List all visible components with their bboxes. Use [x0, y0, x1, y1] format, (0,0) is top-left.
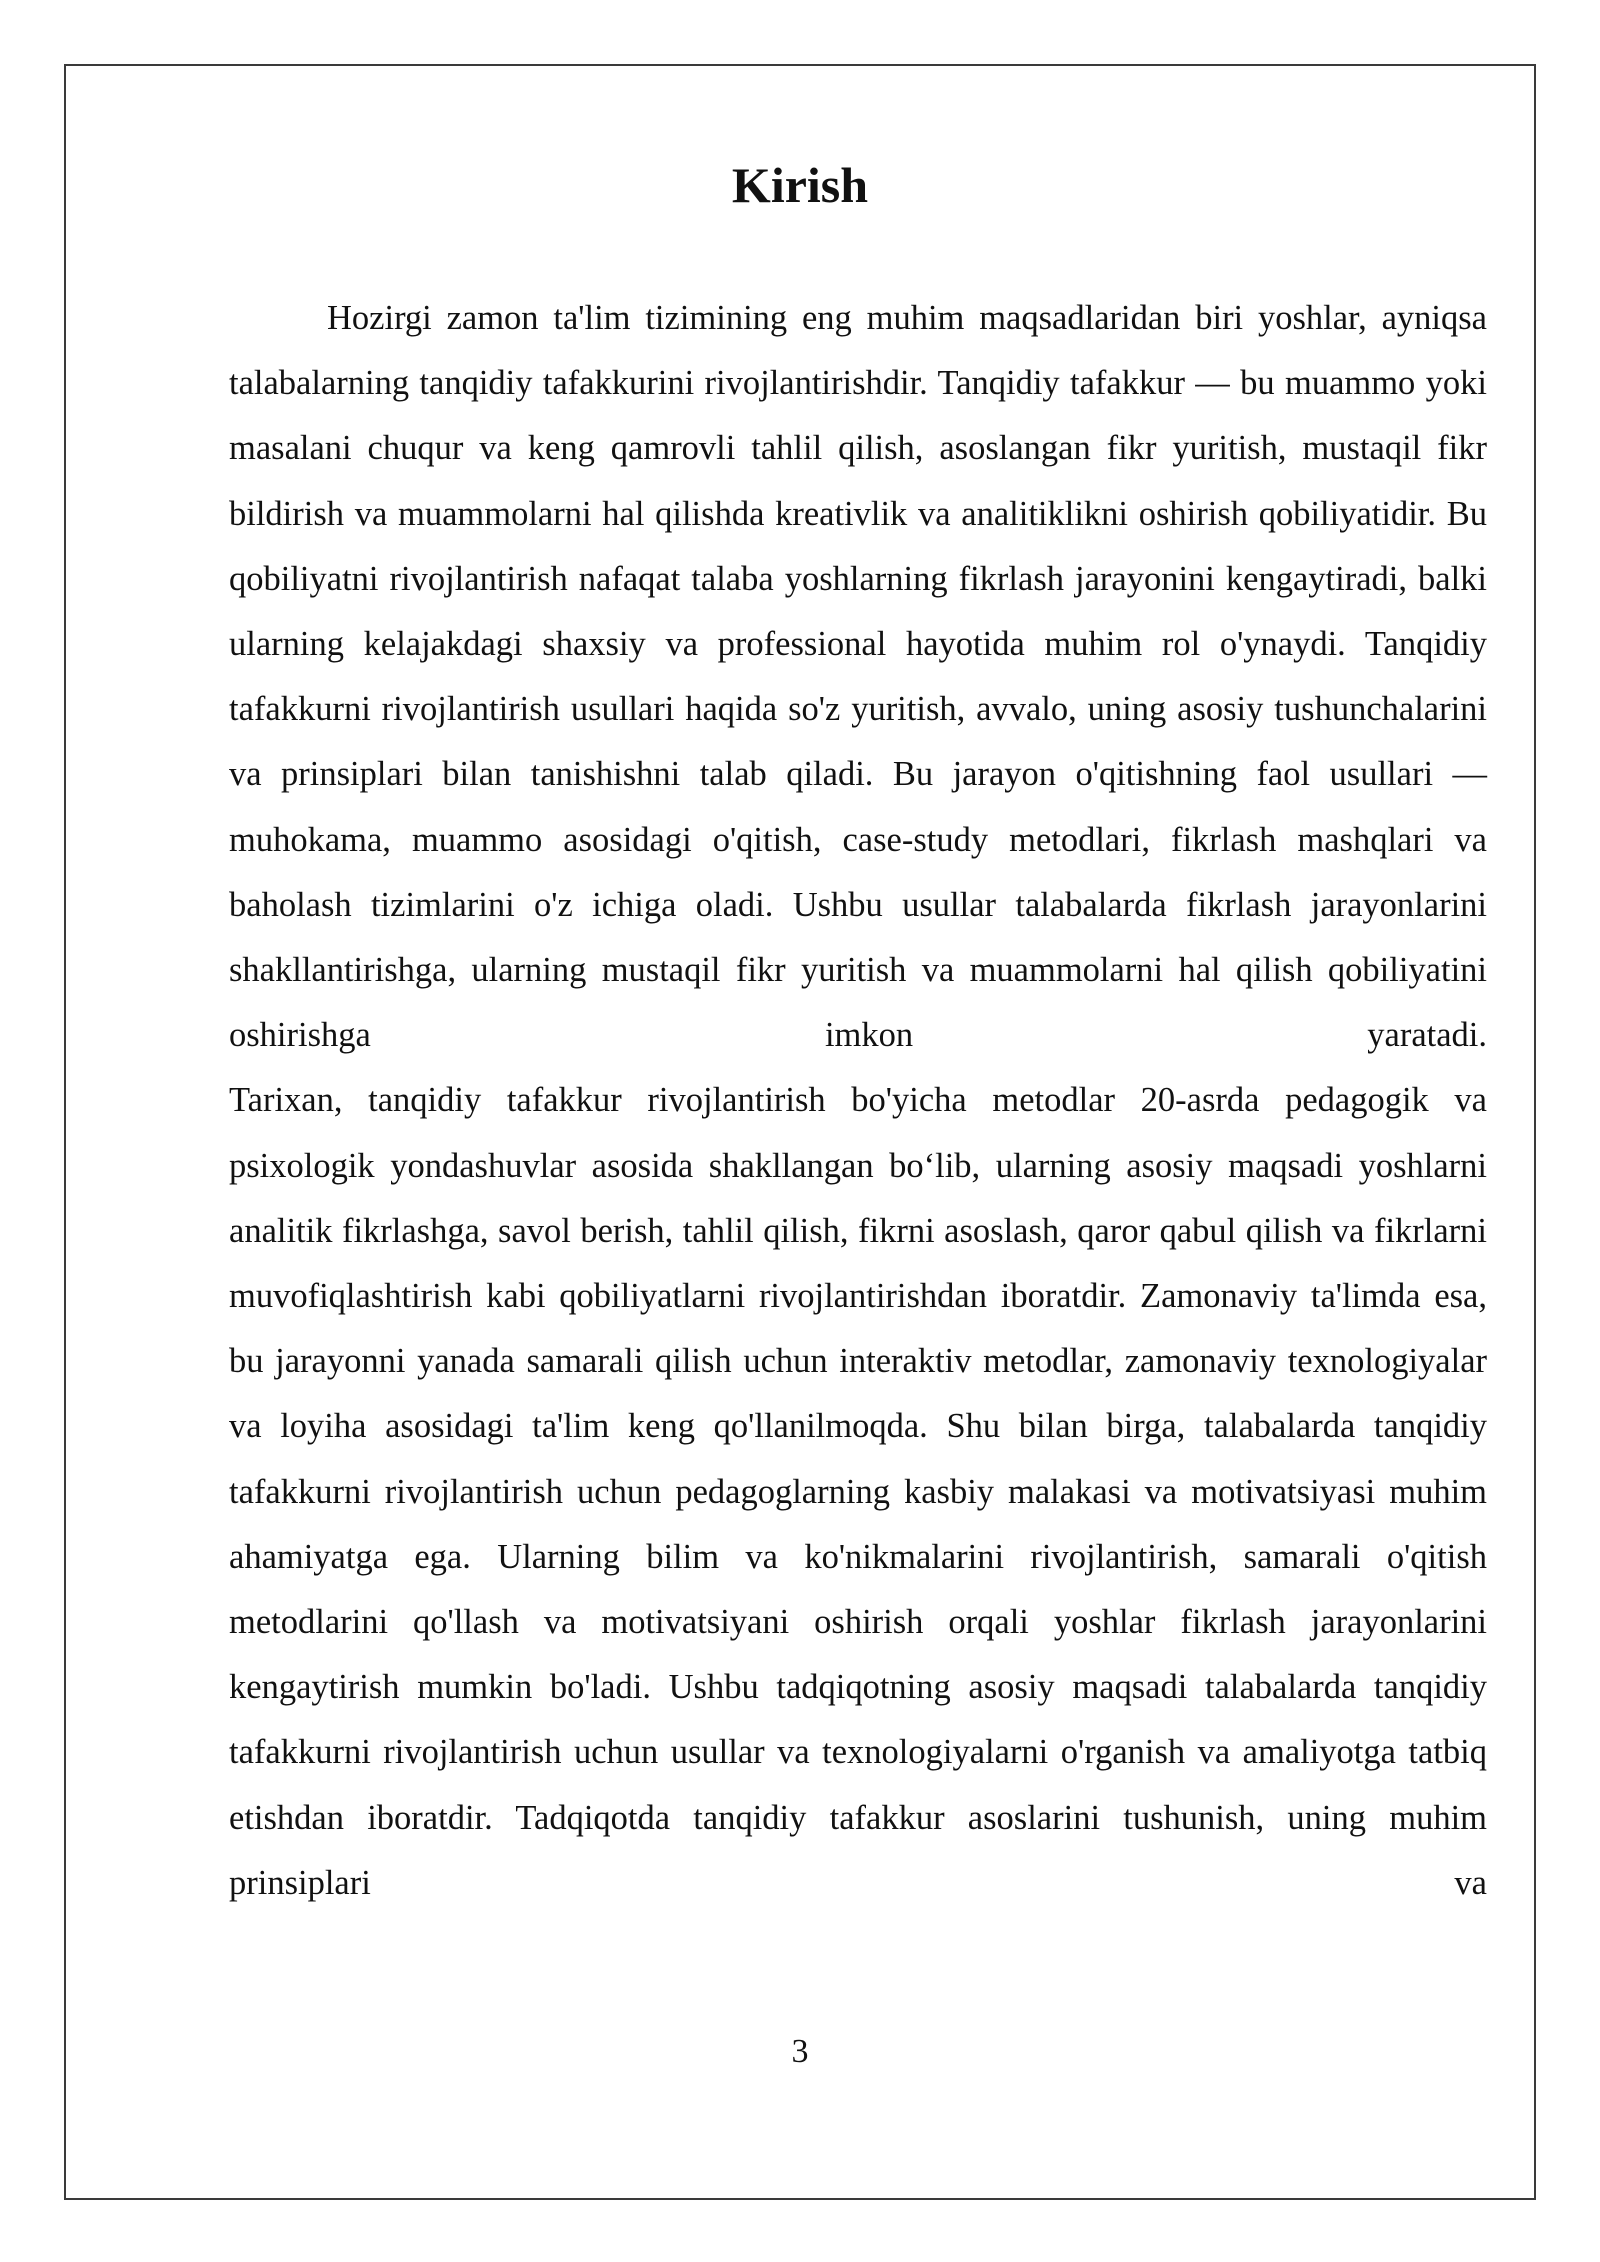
page-number: 3 — [791, 2033, 809, 2070]
document-body — [229, 286, 1487, 1916]
paragraph-2: Tarixan, tanqidiy tafakkur rivojlantirish bo'yicha metodlar 20-asrda pedagogik va psixologik yondashuvlar asosida shakllangan bo‘lib, ularning asosiy maqsadi yoshlarni analitik fikrlashga, savol berish, tahlil qilish, fikrni asoslash, qaror qabul qilish va fikrlarni muvofiqlashtirish kabi qobiliyatlarni rivojlantirishdan iboratdir. Zamonaviy ta'limda esa, bu jarayonni yanada samarali qilish uchun interaktiv metodlar, zamonaviy texnologiyalar va loyiha asosidagi ta'lim keng qo'llanilmoqda. Shu bilan birga, talabalarda tanqidiy tafakkurni rivojlantirish uchun pedagoglarning kasbiy malakasi va motivatsiyasi muhim ahamiyatga ega. Ularning bilim va ko'nikmalarini rivojlantirish, samarali o'qitish metodlarini qo'llash va motivatsiyani oshirish orqali yoshlar fikrlash jarayonlarini kengaytirish mumkin bo'ladi. Ushbu tadqiqotning asosiy maqsadi talabalarda tanqidiy tafakkurni rivojlantirish uchun usullar va texnologiyalarni o'rganish va amaliyotga tatbiq etishdan iboratdir. Tadqiqotda tanqidiy tafakkur asoslarini tushunish, uning muhim prinsiplari va — [229, 1081, 1487, 1902]
paragraph-1: Hozirgi zamon ta'lim tizimining eng muhim maqsadlaridan biri yoshlar, ayniqsa talabalarning tanqidiy tafakkurini rivojlantirishdir. Tanqidiy tafakkur — bu muammo yoki masalani chuqur va keng qamrovli tahlil qilish, asoslangan fikr yuritish, mustaqil fikr bildirish va muammolarni hal qilishda kreativlik va analitiklikni oshirish qobiliyatidir. Bu qobiliyatni rivojlantirish nafaqat talaba yoshlarning fikrlash jarayonini kengaytiradi, balki ularning kelajakdagi shaxsiy va professional hayotida muhim rol o'ynaydi. Tanqidiy tafakkurni rivojlantirish usullari haqida so'z yuritish, avvalo, uning asosiy tushunchalarini va prinsiplari bilan tanishishni talab qiladi. Bu jarayon o'qitishning faol usullari — muhokama, muammo asosidagi o'qitish, case-study metodlari, fikrlash mashqlari va baholash tizimlarini o'z ichiga oladi. Ushbu usullar talabalarda fikrlash jarayonlarini shakllantirishga, ularning mustaqil fikr yuritish va muammolarni hal qilish qobiliyatini oshirishga imkon yaratadi. — [229, 299, 1487, 1055]
page-title: Kirish — [731, 157, 869, 213]
